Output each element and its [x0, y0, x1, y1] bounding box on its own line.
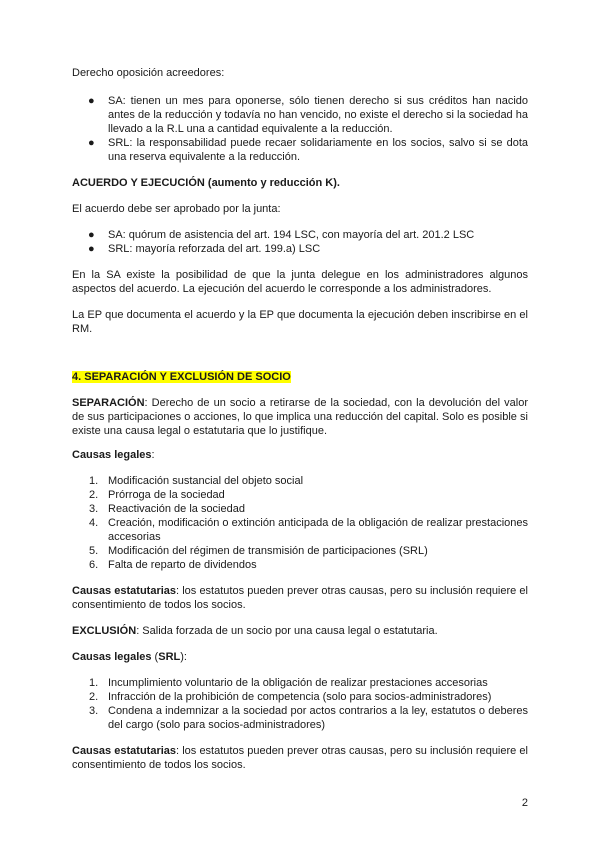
- list-item: 3. Reactivación de la sociedad: [89, 503, 245, 515]
- legal-causes-srl-list: [72, 676, 528, 732]
- legal-causes-srl-label: Causas legales (SRL):: [72, 651, 187, 663]
- list-item: ● SRL: mayoría reforzada del art. 199.a) LSC: [88, 243, 321, 255]
- creditor-opposition-title: Derecho oposición acreedores:: [72, 67, 225, 79]
- list-item: 2. Prórroga de la sociedad: [89, 489, 225, 501]
- document-page: [72, 66, 528, 772]
- list-item: 1. Modificación sustancial del objeto social: [89, 475, 304, 487]
- legal-causes-list: [72, 474, 528, 572]
- exclusion-definition: EXCLUSIÓN: Salida forzada de un socio por una causa legal o estatutaria.: [72, 625, 438, 637]
- list-item: 1. Incumplimiento voluntario de la obligación de realizar prestaciones accesorias: [89, 677, 488, 689]
- statutory-causes-paragraph-2: Causas estatutarias: los estatutos pueden prever otras causas, pero su inclusión requiere el consentimiento de todos los socios.: [72, 745, 528, 771]
- list-item: ● SA: tienen un mes para oponerse, sólo tienen derecho si sus créditos han nacido antes de la reducción y todavía no han vencido, no existe el derecho si la sociedad ha llevado a la R.L una a cantidad equivalente a la reducción.: [88, 95, 528, 135]
- registration-paragraph: La EP que documenta el acuerdo y la EP que documenta la ejecución deben inscribirse en el RM.: [72, 309, 528, 335]
- page-number: 2: [521, 797, 528, 809]
- bullet-icon: ●: [88, 137, 95, 149]
- list-item: ● SA: quórum de asistencia del art. 194 LSC, con mayoría del art. 201.2 LSC: [88, 229, 475, 241]
- list-item: ● SRL: la responsabilidad puede recaer solidariamente en los socios, salvo si se dota una reserva equivalente a la reducción.: [88, 137, 528, 163]
- bullet-icon: ●: [88, 95, 95, 107]
- list-item: 5. Modificación del régimen de transmisión de participaciones (SRL): [89, 545, 428, 557]
- section-heading-separation-exclusion: 4. SEPARACIÓN Y EXCLUSIÓN DE SOCIO: [72, 371, 291, 383]
- agreement-list: [72, 228, 528, 256]
- list-item: 2. Infracción de la prohibición de competencia (solo para socios-administradores): [89, 691, 492, 703]
- list-item: 6. Falta de reparto de dividendos: [89, 559, 257, 571]
- separation-definition: SEPARACIÓN: Derecho de un socio a retirarse de la sociedad, con la devolución del valor de sus participaciones o acciones, lo que implica una reducción del capital. Solo es posible si existe una causa legal o estatutaria que lo justifique.: [72, 397, 528, 437]
- bullet-icon: ●: [88, 243, 95, 255]
- bullet-icon: ●: [88, 229, 95, 241]
- statutory-causes-paragraph: Causas estatutarias: los estatutos pueden prever otras causas, pero su inclusión requiere el consentimiento de todos los socios.: [72, 585, 528, 611]
- delegation-paragraph: En la SA existe la posibilidad de que la junta delegue en los administradores algunos aspectos del acuerdo. La ejecución del acuerdo le corresponde a los administradores.: [72, 269, 528, 295]
- list-item: 4. Creación, modificación o extinción anticipada de la obligación de realizar prestaciones accesorias: [89, 517, 528, 543]
- agreement-heading: ACUERDO Y EJECUCIÓN (aumento y reducción K).: [72, 177, 340, 189]
- creditor-opposition-list: [72, 94, 528, 164]
- legal-causes-label: Causas legales:: [72, 449, 155, 461]
- list-item: 3. Condena a indemnizar a la sociedad por actos contrarios a la ley, estatutos o deberes del cargo (solo para socios-administradores): [89, 705, 528, 731]
- agreement-intro: El acuerdo debe ser aprobado por la junta:: [72, 203, 281, 215]
